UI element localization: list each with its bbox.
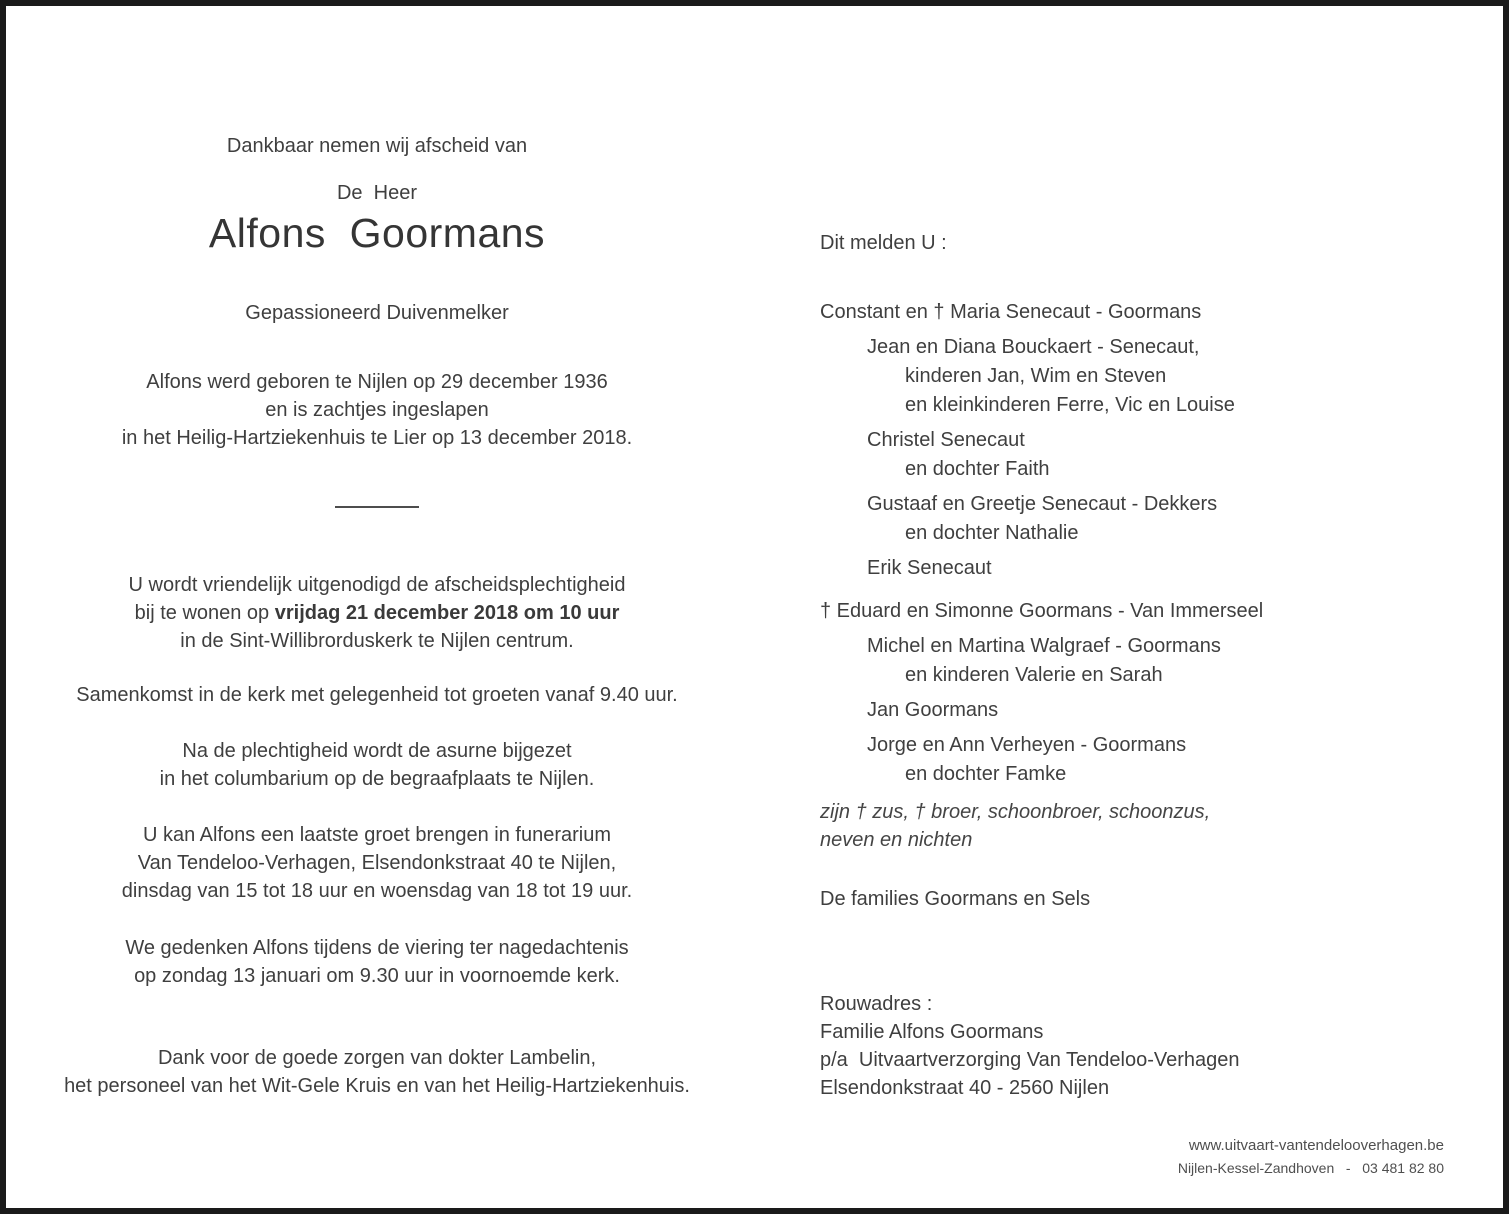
gathering-line: Samenkomst in de kerk met gelegenheid tot groeten vanaf 9.40 uur.: [76, 684, 678, 706]
funerarium-paragraph: [57, 821, 697, 905]
funerarium-line: U kan Alfons een laatste groet brengen in funerarium: [142, 824, 612, 846]
divider-rule: [335, 506, 419, 508]
family-line: Michel en Martina Walgraef - Goormans: [867, 635, 1221, 657]
mourning-address-line: Elsendonkstraat 40 - 2560 Nijlen: [820, 1077, 1110, 1099]
invitation-line: [57, 599, 697, 627]
family-line: Christel Senecaut: [867, 429, 1025, 451]
family-line: en dochter Faith: [905, 458, 1050, 480]
birth-line: in het Heilig-Hartziekenhuis te Lier op 13 december 2018.: [121, 427, 633, 449]
thanks-line: Dank voor de goede zorgen van dokter Lambelin,: [157, 1047, 597, 1069]
intro-line: Dankbaar nemen wij afscheid van: [226, 135, 528, 157]
mourning-address-line: p/a Uitvaartverzorging Van Tendeloo-Verhagen: [820, 1049, 1240, 1071]
mourning-address-line: Familie Alfons Goormans: [820, 1021, 1044, 1043]
birth-line: Alfons werd geboren te Nijlen op 29 december 1936: [146, 371, 608, 393]
undertaker-footer: [1178, 1134, 1444, 1179]
birth-line: en is zachtjes ingeslapen: [265, 399, 489, 421]
relations-line: neven en nichten: [820, 829, 973, 851]
birth-paragraph: [57, 368, 697, 452]
urn-line: in het columbarium op de begraafplaats te Nijlen.: [159, 768, 595, 790]
invitation-line: U wordt vriendelijk uitgenodigd de afscheidsplechtigheid: [128, 574, 626, 596]
memorial-line: We gedenken Alfons tijdens de viering ter nagedachtenis: [125, 937, 629, 959]
invitation-line: in de Sint-Willibrorduskerk te Nijlen centrum.: [180, 630, 574, 652]
family-line: Gustaaf en Greetje Senecaut - Dekkers: [867, 493, 1218, 515]
family-line: Jean en Diana Bouckaert - Senecaut,: [867, 336, 1200, 358]
family-line: Constant en † Maria Senecaut - Goormans: [820, 301, 1202, 323]
family-line: Jorge en Ann Verheyen - Goormans: [867, 734, 1187, 756]
thanks-line: het personeel van het Wit-Gele Kruis en van het Heilig-Hartziekenhuis.: [64, 1075, 690, 1097]
subtitle-line: Gepassioneerd Duivenmelker: [245, 302, 509, 324]
urn-line: Na de plechtigheid wordt de asurne bijgezet: [182, 740, 572, 762]
family-line: Erik Senecaut: [867, 557, 992, 579]
announcement-heading: Dit melden U :: [820, 232, 947, 254]
family-line: kinderen Jan, Wim en Steven: [905, 365, 1167, 387]
relations-note: [820, 798, 1445, 854]
mourning-address-block: [820, 990, 1445, 1102]
family-list: [820, 298, 1445, 789]
invitation-paragraph: [57, 571, 697, 655]
urn-paragraph: [57, 737, 697, 793]
mourning-address-label: Rouwadres :: [820, 993, 933, 1015]
salutation-line: De Heer: [336, 182, 418, 204]
location-phone-line: Nijlen-Kessel-Zandhoven - 03 481 82 80: [1177, 1160, 1444, 1176]
website-line: www.uitvaart-vantendelooverhagen.be: [1188, 1137, 1444, 1154]
right-column: [820, 0, 1445, 1214]
family-line: Jan Goormans: [867, 699, 999, 721]
family-line: en dochter Famke: [905, 763, 1067, 785]
family-line: en kleinkinderen Ferre, Vic en Louise: [905, 394, 1235, 416]
deceased-name: Alfons Goormans: [208, 210, 546, 256]
relations-line: zijn † zus, † broer, schoonbroer, schoonzus,: [820, 801, 1211, 823]
funerarium-line: dinsdag van 15 tot 18 uur en woensdag van 18 tot 19 uur.: [121, 880, 633, 902]
families-line: De families Goormans en Sels: [820, 888, 1091, 910]
memorial-paragraph: [57, 934, 697, 990]
section-divider: [57, 506, 697, 508]
family-line: en dochter Nathalie: [905, 522, 1079, 544]
memorial-line: op zondag 13 januari om 9.30 uur in voornoemde kerk.: [134, 965, 620, 987]
family-line: † Eduard en Simonne Goormans - Van Immerseel: [820, 600, 1264, 622]
invitation-line-prefix: bij te wonen op: [134, 602, 275, 624]
family-line: en kinderen Valerie en Sarah: [905, 664, 1163, 686]
left-column: [57, 0, 697, 1214]
funerarium-line: Van Tendeloo-Verhagen, Elsendonkstraat 40 te Nijlen,: [137, 852, 617, 874]
thanks-paragraph: [57, 1044, 697, 1100]
ceremony-datetime: vrijdag 21 december 2018 om 10 uur: [274, 602, 620, 624]
